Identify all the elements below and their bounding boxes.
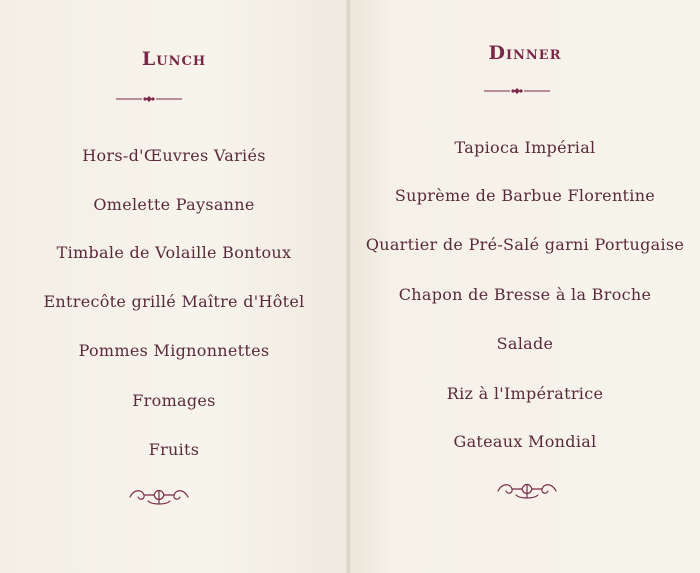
dinner-item-4: Chapon de Bresse à la Broche	[398, 285, 652, 304]
lunch-heading: Lunch	[141, 48, 207, 70]
lunch-page	[0, 0, 348, 573]
lunch-scroll-flourish-icon	[126, 485, 192, 507]
dinner-item-7: Gateaux Mondial	[453, 432, 597, 451]
dinner-divider-rule	[484, 86, 550, 96]
dinner-page	[350, 0, 700, 573]
dinner-item-5: Salade	[496, 334, 554, 353]
dinner-heading: Dinner	[488, 42, 562, 64]
dinner-item-1: Tapioca Impérial	[454, 138, 596, 157]
lunch-divider-rule	[116, 94, 182, 104]
lunch-item-2: Omelette Paysanne	[93, 195, 255, 214]
lunch-item-6: Fromages	[132, 391, 216, 410]
dinner-item-6: Riz à l'Impératrice	[446, 384, 604, 403]
lunch-item-1: Hors-d'Œuvres Variés	[82, 146, 266, 165]
dinner-item-3: Quartier de Pré-Salé garni Portugaise	[365, 235, 685, 254]
lunch-item-5: Pommes Mignonnettes	[78, 341, 270, 360]
lunch-item-7: Fruits	[148, 440, 200, 459]
dinner-item-2: Suprème de Barbue Florentine	[394, 186, 656, 205]
dinner-scroll-flourish-icon	[494, 479, 560, 501]
lunch-item-3: Timbale de Volaille Bontoux	[56, 243, 292, 262]
lunch-item-4: Entrecôte grillé Maître d'Hôtel	[43, 292, 305, 311]
